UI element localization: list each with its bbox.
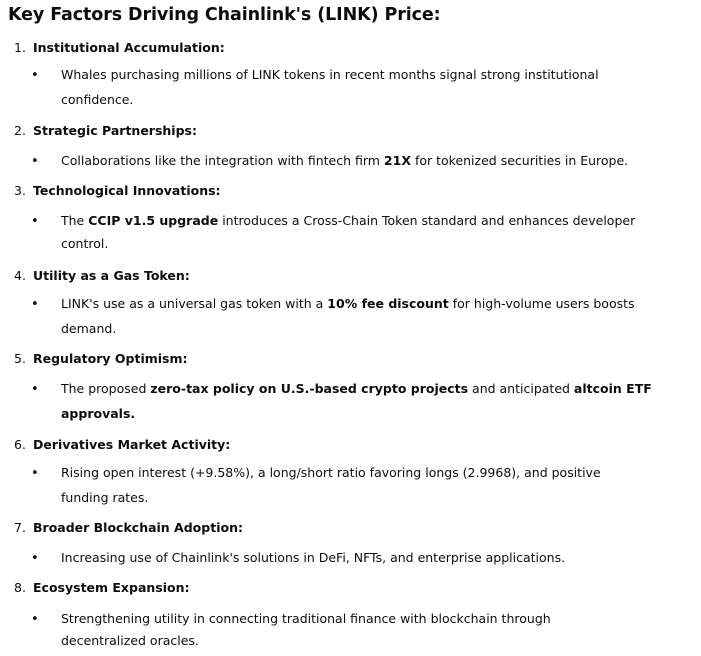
description-line <box>61 465 621 490</box>
factor-title: Technological Innovations: <box>33 183 221 198</box>
description-text: Rising open interest (+9.58%), a long/short ratio favoring longs (2.9968), and positive <box>61 465 601 480</box>
factor-title: Derivatives Market Activity: <box>33 437 231 452</box>
bullet-icon: • <box>31 551 39 566</box>
factor-heading <box>14 40 225 55</box>
description-line <box>61 153 629 178</box>
factor-number: 1. <box>14 40 26 55</box>
description-text: LINK's use as a universal gas token with a <box>61 296 328 311</box>
bullet-icon: • <box>31 154 39 169</box>
description-line <box>61 490 621 515</box>
description-line <box>61 381 652 406</box>
description-line <box>61 633 621 655</box>
bullet-icon: • <box>31 466 39 481</box>
description-line <box>61 321 621 346</box>
description-text: confidence. <box>61 92 134 107</box>
description-line <box>61 92 621 117</box>
factor-number: 6. <box>14 437 26 452</box>
bullet-icon: • <box>31 612 39 627</box>
emphasis-text: altcoin ETF <box>573 381 652 396</box>
factor-number: 5. <box>14 351 26 366</box>
factor-description <box>61 296 635 346</box>
factor-title: Utility as a Gas Token: <box>33 268 190 283</box>
description-line <box>61 550 621 575</box>
emphasis-text: 21X <box>383 153 411 168</box>
factor-number: 8. <box>14 580 26 595</box>
description-text: introduces a Cross-Chain Token standard and enhances developer <box>218 213 636 228</box>
description-text: funding rates. <box>61 490 149 505</box>
factor-title: Broader Blockchain Adoption: <box>33 520 243 535</box>
factor-description <box>61 213 636 259</box>
description-text: demand. <box>61 321 117 336</box>
factor-heading <box>14 580 190 595</box>
description-line <box>61 406 621 431</box>
bullet-icon: • <box>31 382 39 397</box>
bullet-icon: • <box>31 68 39 83</box>
description-text: and anticipated <box>468 381 574 396</box>
description-line <box>61 67 621 92</box>
description-text: control. <box>61 236 109 251</box>
factor-title: Ecosystem Expansion: <box>33 580 190 595</box>
factor-title: Institutional Accumulation: <box>33 40 225 55</box>
emphasis-text: approvals. <box>61 406 136 421</box>
factor-heading <box>14 351 188 366</box>
description-text: Collaborations like the integration with fintech firm <box>61 153 384 168</box>
factor-description <box>61 381 652 431</box>
description-text: for high-volume users boosts <box>448 296 635 311</box>
description-text: Increasing use of Chainlink's solutions in DeFi, NFTs, and enterprise applications. <box>61 550 566 565</box>
description-text: The proposed <box>61 381 151 396</box>
page-title: Key Factors Driving Chainlink's (LINK) Price: <box>8 5 441 25</box>
factor-number: 2. <box>14 123 26 138</box>
factor-number: 3. <box>14 183 26 198</box>
description-text: Whales purchasing millions of LINK tokens in recent months signal strong institutional <box>61 67 599 82</box>
factor-title: Regulatory Optimism: <box>33 351 188 366</box>
emphasis-text: zero-tax policy on U.S.-based crypto projects <box>150 381 469 396</box>
factor-heading <box>14 520 243 535</box>
emphasis-text: 10% fee discount <box>327 296 449 311</box>
factor-description <box>61 550 621 575</box>
factor-description <box>61 153 629 178</box>
description-line <box>61 296 635 321</box>
factor-number: 4. <box>14 268 26 283</box>
factor-heading <box>14 183 221 198</box>
bullet-icon: • <box>31 214 39 229</box>
description-line <box>61 611 621 633</box>
bullet-icon: • <box>31 297 39 312</box>
description-text: decentralized oracles. <box>61 633 199 648</box>
description-line <box>61 213 636 236</box>
factor-description <box>61 67 621 117</box>
factor-description <box>61 465 621 515</box>
factor-number: 7. <box>14 520 26 535</box>
description-line <box>61 236 621 259</box>
description-text: for tokenized securities in Europe. <box>410 153 629 168</box>
description-text: The <box>61 213 89 228</box>
emphasis-text: CCIP v1.5 upgrade <box>88 213 219 228</box>
description-text: Strengthening utility in connecting traditional finance with blockchain through <box>61 611 551 626</box>
factor-heading <box>14 123 197 138</box>
factor-heading <box>14 268 190 283</box>
factor-description <box>61 611 621 655</box>
factor-title: Strategic Partnerships: <box>33 123 197 138</box>
factor-heading <box>14 437 230 452</box>
